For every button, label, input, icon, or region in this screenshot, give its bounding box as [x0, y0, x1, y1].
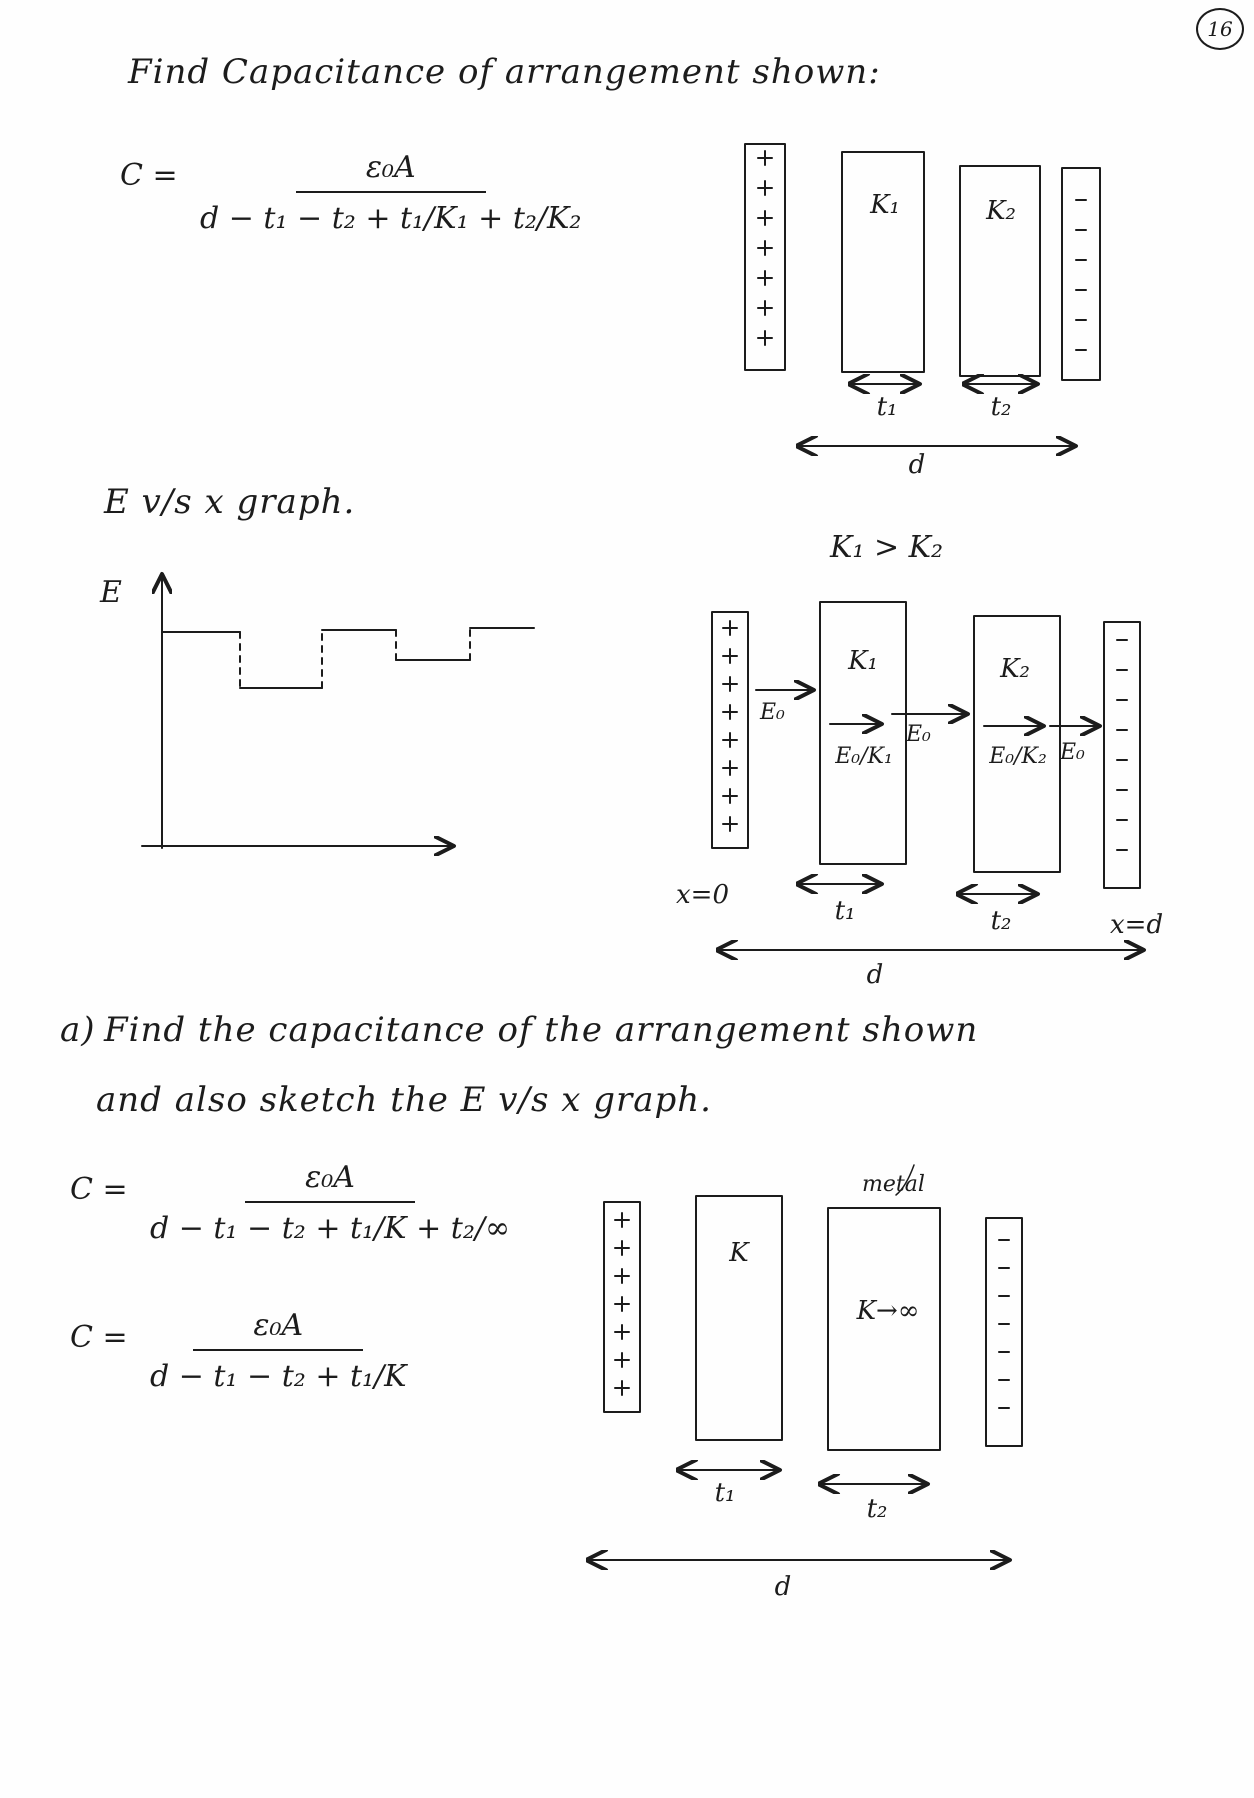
q1-t1-label: t₁ [876, 392, 898, 422]
q2-field-gap1-label: E₀ [760, 700, 785, 725]
q3-numerator-2: ε₀A [193, 1308, 363, 1351]
q1-slab2-label: K₂ [986, 196, 1016, 226]
q2-field-slab1-label: E₀/K₁ [835, 744, 893, 769]
q2-field-slab2-label: E₀/K₂ [989, 744, 1047, 769]
q1-t2-label: t₂ [990, 392, 1012, 422]
q2-diagram [712, 602, 1144, 950]
q2-graph [142, 574, 534, 848]
q2-slab2-label: K₂ [1000, 654, 1030, 684]
q1-plus-signs [758, 151, 772, 345]
q2-d-label: d [866, 960, 884, 990]
q3-minus-signs [999, 1240, 1009, 1408]
q3-numerator-1: ε₀A [245, 1160, 415, 1203]
q3-d-label: d [774, 1572, 792, 1602]
q3-plus-signs [615, 1213, 629, 1395]
q3-diagram [590, 1165, 1022, 1560]
q3-formula1-lhs: C = [70, 1172, 128, 1207]
q1-formula-lhs: C = [120, 158, 178, 193]
page-number: 16 [1196, 8, 1244, 50]
q1-numerator: ε₀A [296, 150, 486, 193]
q3-heading-line1: Find the capacitance of the arrangement shown [104, 1010, 979, 1050]
q2-heading: E v/s x graph. [104, 482, 356, 522]
q2-minus-signs [1117, 640, 1127, 850]
q2-relation: K₁ > K₂ [830, 530, 944, 565]
q3-metal-label: metal [862, 1172, 925, 1197]
q3-t2-label: t₂ [866, 1494, 888, 1524]
q3-denominator-1: d − t₁ − t₂ + t₁/K + t₂/∞ [150, 1211, 510, 1246]
q3-slab1-label: K [729, 1238, 749, 1268]
q3-metal-slab [828, 1208, 940, 1450]
q2-y-axis-label: E [100, 575, 122, 610]
q2-field-gap3-label: E₀ [1060, 740, 1085, 765]
q2-positive-plate [712, 612, 748, 848]
q2-t1-label: t₁ [834, 896, 856, 926]
q1-slab1-label: K₁ [870, 190, 900, 220]
q3-label: a) [60, 1010, 96, 1050]
q1-diagram [745, 144, 1100, 446]
q1-heading: Find Capacitance of arrangement shown: [128, 52, 881, 92]
q2-x-end-label: x=d [1110, 910, 1164, 940]
q3-dielectric [696, 1196, 782, 1440]
q3-slab2-label: K→∞ [856, 1296, 920, 1326]
q1-d-label: d [908, 450, 926, 480]
q3-formula2-lhs: C = [70, 1320, 128, 1355]
q2-t2-label: t₂ [990, 906, 1012, 936]
q1-minus-signs [1076, 200, 1086, 350]
q2-field-gap2-label: E₀ [906, 722, 931, 747]
q3-negative-plate [986, 1218, 1022, 1446]
q1-denominator: d − t₁ − t₂ + t₁/K₁ + t₂/K₂ [200, 201, 582, 236]
q3-heading-line2: and also sketch the E v/s x graph. [96, 1080, 712, 1120]
q3-t1-label: t₁ [714, 1478, 736, 1508]
q2-slab1-label: K₁ [848, 646, 878, 676]
q2-plus-signs [723, 621, 737, 831]
q1-dielectric-1 [842, 152, 924, 372]
q2-negative-plate [1104, 622, 1140, 888]
q2-x-start-label: x=0 [676, 880, 729, 910]
q2-dielectric-1 [820, 602, 906, 864]
q3-denominator-2: d − t₁ − t₂ + t₁/K [150, 1359, 407, 1394]
